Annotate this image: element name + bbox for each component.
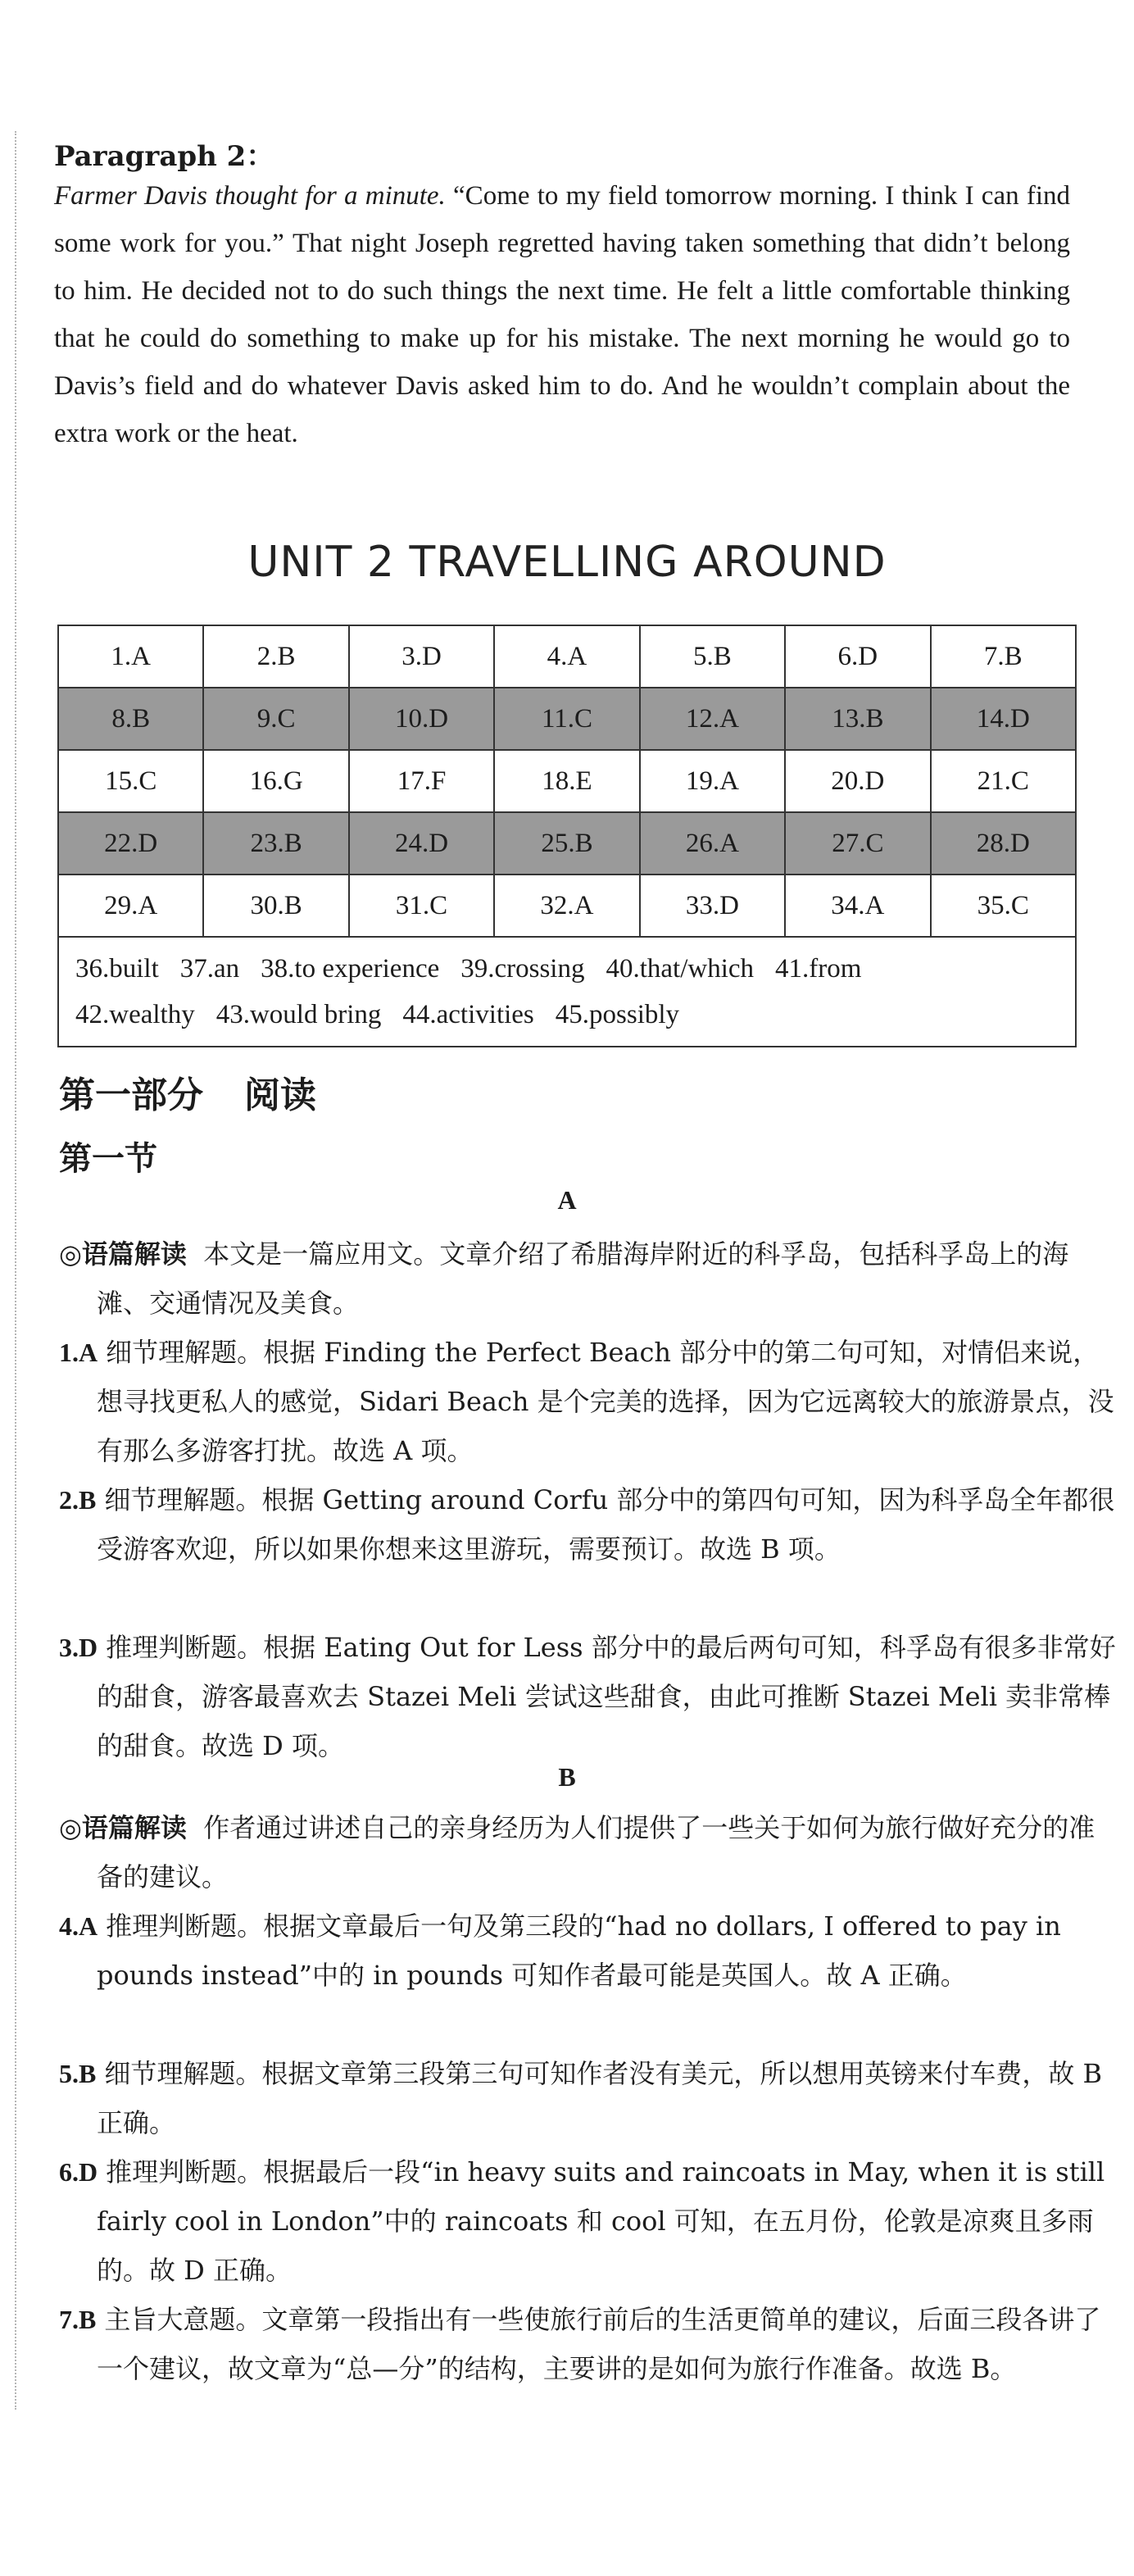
part-heading-title: 第一部分 (59, 1074, 203, 1116)
unit-title: UNIT 2 TRAVELLING AROUND (247, 538, 887, 587)
intro-label: ◎语篇解读 (59, 1812, 187, 1843)
intro-label: ◎语篇解读 (59, 1238, 187, 1270)
fill-answer: 37.an (179, 954, 240, 984)
answer-number: 3.D (59, 1633, 98, 1662)
answer-cell: 11.C (494, 688, 639, 750)
fill-answer: 36.built (75, 954, 159, 984)
answer-cell: 6.D (785, 625, 930, 688)
section-b-intro (59, 1803, 1119, 1901)
answer-number: 1.A (59, 1338, 98, 1367)
answer-cell: 19.A (640, 750, 785, 812)
answer-table (57, 625, 1077, 1047)
answer-cell: 35.C (931, 875, 1076, 937)
answer-cell: 32.A (494, 875, 639, 937)
fill-answer: 39.crossing (460, 954, 585, 984)
intro-text: 作者通过讲述自己的亲身经历为人们提供了一些关于如何为旅行做好充分的准备的建议。 (97, 1812, 1095, 1892)
answer-cell: 29.A (58, 875, 203, 937)
explanation-text: 细节理解题。根据 Getting around Corfu 部分中的第四句可知，因为科孚岛全年都很受游客欢迎，所以如果你想来这里游玩，需要预订。故选 B 项。 (97, 1484, 1115, 1565)
explanation-text: 推理判断题。根据最后一段“in heavy suits and raincoats in May, when it is still fairly cool in London”中的 raincoats 和 cool 可知，在五月份，伦敦是凉爽且多雨的。故 D 正确。 (97, 2156, 1105, 2286)
answer-cell: 2.B (203, 625, 348, 688)
answer-cell: 1.A (58, 625, 203, 688)
answer-cell: 26.A (640, 812, 785, 875)
part-heading (59, 1065, 316, 1118)
section-a-intro (59, 1229, 1119, 1328)
explanation-text: 推理判断题。根据文章最后一句及第三段的“had no dollars, I offered to pay in pounds instead”中的 in pounds 可知作者最可能是英国人。故 A 正确。 (97, 1910, 1061, 1991)
section-letter-a: A (557, 1185, 577, 1215)
answer-explanation (59, 1475, 1119, 1574)
answer-row (58, 750, 1076, 812)
answer-row (58, 625, 1076, 688)
answer-cell: 18.E (494, 750, 639, 812)
paragraph-text: “Come to my field tomorrow morning. I think I can find some work for you.” That night Joseph regretted having taken something that didn’t belong to him. He decided not to do such things the next time. He felt a little comfortable thinking that he could do something to make up for his mistake. The next morning he would go to Davis’s field and do whatever Davis asked him to do. And he wouldn’t complain about the extra work or the heat. (54, 181, 1070, 448)
margin-dotted-line (15, 131, 16, 2410)
explanation-text: 细节理解题。根据 Finding the Perfect Beach 部分中的第二句可知，对情侣来说，想寻找更私人的感觉，Sidari Beach 是个完美的选择，因为它远离较大的旅游景点，没有那么多游客打扰。故选 A 项。 (97, 1337, 1114, 1466)
answer-cell: 34.A (785, 875, 930, 937)
answer-cell: 17.F (349, 750, 494, 812)
answer-cell: 27.C (785, 812, 930, 875)
answer-cell: 25.B (494, 812, 639, 875)
answer-number: 6.D (59, 2157, 98, 2187)
fill-blank-row (58, 937, 1076, 1047)
explanation-text: 主旨大意题。文章第一段指出有一些使旅行前后的生活更简单的建议，后面三段各讲了一个建议，故文章为“总—分”的结构，主要讲的是如何为旅行作准备。故选 B。 (97, 2304, 1101, 2384)
answer-cell: 4.A (494, 625, 639, 688)
intro-text: 本文是一篇应用文。文章介绍了希腊海岸附近的科孚岛，包括科孚岛上的海滩、交通情况及美食。 (97, 1238, 1069, 1319)
answer-number: 2.B (59, 1485, 97, 1515)
explanation-text: 推理判断题。根据 Eating Out for Less 部分中的最后两句可知，科孚岛有很多非常好的甜食，游客最喜欢去 Stazei Meli 尝试这些甜食，由此可推断 Stazei Meli 卖非常棒的甜食。故选 D 项。 (97, 1632, 1116, 1761)
fill-answer: 43.would bring (215, 1000, 382, 1029)
answer-explanation (59, 2295, 1119, 2393)
answer-number: 4.A (59, 1911, 98, 1941)
fill-answer: 42.wealthy (75, 1000, 195, 1029)
answer-row (58, 812, 1076, 875)
answer-cell: 10.D (349, 688, 494, 750)
answer-explanation (59, 1328, 1119, 1475)
paragraph-lead: Farmer Davis thought for a minute. (54, 181, 446, 211)
fill-answer: 45.possibly (555, 1000, 680, 1029)
part-heading-subtitle: 阅读 (244, 1074, 316, 1116)
section-letter-b: B (558, 1762, 576, 1792)
answer-cell: 30.B (203, 875, 348, 937)
answer-cell: 9.C (203, 688, 348, 750)
answer-number: 7.B (59, 2305, 97, 2334)
answer-cell: 8.B (58, 688, 203, 750)
fill-blank-cell (58, 937, 1076, 1047)
fill-answer: 40.that/which (606, 954, 755, 984)
answer-cell: 7.B (931, 625, 1076, 688)
answer-row (58, 688, 1076, 750)
answer-cell: 23.B (203, 812, 348, 875)
answer-number: 5.B (59, 2059, 97, 2088)
fill-answer: 44.activities (402, 1000, 534, 1029)
answer-explanation (59, 2049, 1119, 2147)
explanation-text: 细节理解题。根据文章第三段第三句可知作者没有美元，所以想用英镑来付车费，故 B 正确。 (97, 2058, 1103, 2138)
answer-row (58, 875, 1076, 937)
fill-answer: 38.to experience (261, 954, 440, 984)
answer-cell: 20.D (785, 750, 930, 812)
answer-explanation (59, 1901, 1119, 2000)
answer-explanation (59, 1623, 1119, 1770)
paragraph-label: Paragraph 2： (54, 140, 274, 173)
answer-cell: 3.D (349, 625, 494, 688)
section-heading: 第一节 (59, 1140, 157, 1178)
answer-cell: 28.D (931, 812, 1076, 875)
answer-cell: 12.A (640, 688, 785, 750)
answer-cell: 15.C (58, 750, 203, 812)
answer-cell: 21.C (931, 750, 1076, 812)
answer-cell: 13.B (785, 688, 930, 750)
answer-cell: 24.D (349, 812, 494, 875)
fill-answer: 41.from (775, 954, 862, 984)
answer-cell: 33.D (640, 875, 785, 937)
answer-explanation (59, 2147, 1119, 2295)
answer-cell: 5.B (640, 625, 785, 688)
answer-cell: 31.C (349, 875, 494, 937)
answer-cell: 22.D (58, 812, 203, 875)
answer-cell: 14.D (931, 688, 1076, 750)
answer-cell: 16.G (203, 750, 348, 812)
paragraph-body (54, 172, 1070, 457)
